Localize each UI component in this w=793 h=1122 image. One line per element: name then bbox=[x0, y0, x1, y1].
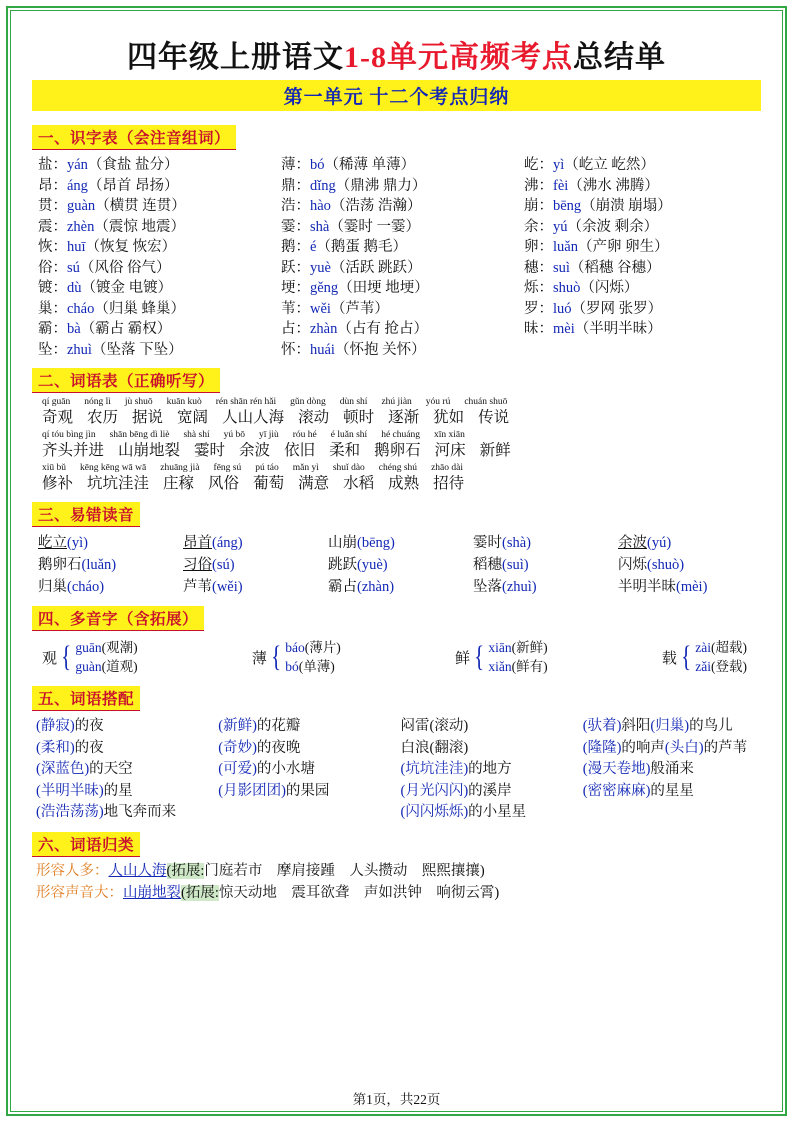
guilei-row bbox=[36, 882, 761, 904]
page-title bbox=[32, 32, 761, 76]
shizibiao-grid bbox=[38, 155, 761, 360]
guilei-row bbox=[36, 860, 761, 882]
duoyinzi-group bbox=[42, 638, 138, 676]
yicuo-entry: 习俗(sú) bbox=[183, 557, 235, 573]
yicuo-entry: 稻穗(suì) bbox=[473, 557, 529, 573]
zi-entry: 浩：hào（浩荡 浩瀚） bbox=[281, 198, 422, 214]
zi-entry: 跃：yuè（活跃 跳跃） bbox=[281, 259, 422, 276]
zi-entry: 霎：shà（霎时 一霎） bbox=[281, 218, 420, 235]
ciyu-row bbox=[36, 463, 761, 494]
zi-entry: 昂：áng（昂首 昂扬） bbox=[38, 177, 179, 194]
duoyinzi-group bbox=[662, 638, 747, 676]
ciyu-pinyin-line: qí guān nóng lì jù shuō kuān kuò rén shān rén hǎi gǔn dòng dùn shí zhú jiàn yóu rú chuán shuō bbox=[42, 397, 508, 407]
zi-entry: 沸：fèi（沸水 沸腾） bbox=[524, 177, 659, 194]
page-footer: 第1页，共22页 bbox=[352, 1092, 441, 1107]
dapei-entry: (可爱)的小水塘 bbox=[218, 761, 315, 777]
guilei-word: 人山人海 bbox=[108, 862, 167, 879]
duoyinzi-reading: xiǎn(鲜有) bbox=[488, 659, 548, 674]
ciyu-row bbox=[36, 397, 761, 428]
guilei-label: 形容声音大： bbox=[36, 884, 123, 901]
duoyinzi-reading: zài(超载) bbox=[695, 640, 747, 655]
zi-entry: 屹：yì（屹立 屹然） bbox=[524, 157, 655, 173]
zi-entry: 罗：luó（罗网 张罗） bbox=[524, 300, 663, 317]
dapei-entry: (浩浩荡荡)地飞奔而来 bbox=[36, 804, 177, 820]
document-content bbox=[18, 16, 775, 1106]
brace-icon: { bbox=[474, 640, 485, 673]
page-subtitle: 第一单元 十二个考点归纳 bbox=[32, 80, 761, 111]
dapei-entry: (新鲜)的花瓣 bbox=[218, 718, 301, 734]
section-header-ciyubiao: 二、词语表（正确听写） bbox=[32, 368, 220, 393]
guilei-tuozhan-list: 惊天动地 震耳欲聋 声如洪钟 响彻云霄) bbox=[218, 884, 500, 901]
guilei-label: 形容人多： bbox=[36, 862, 109, 879]
zi-entry: 卵：luǎn（产卵 卵生） bbox=[524, 239, 669, 255]
duoyinzi-reading: báo(薄片) bbox=[285, 640, 341, 655]
yicuo-entry: 霎时(shà) bbox=[473, 535, 531, 551]
dapei-entry: (密密麻麻)的星星 bbox=[582, 782, 694, 799]
dapei-entry: 白浪(翻滚) bbox=[400, 739, 469, 756]
duoyinzi-reading: xiān(新鲜) bbox=[488, 640, 548, 655]
zi-entry: 占：zhàn（占有 抢占） bbox=[281, 321, 428, 337]
yicuo-entry: 霸占(zhàn) bbox=[328, 579, 395, 595]
ciyu-pinyin-line: qí tóu bìng jìn shān bēng dì liè shà shí yú bō yī jiù róu hé é luǎn shí hé chuáng xīn xiān bbox=[42, 430, 465, 440]
yicuo-entry: 屹立(yì) bbox=[38, 535, 88, 551]
ciyu-row bbox=[36, 430, 761, 461]
dapei-entry: (隆隆)的响声(头白)的芦苇 bbox=[582, 739, 748, 756]
section-header-duoyinzi: 四、多音字（含拓展） bbox=[32, 606, 204, 631]
zi-entry: 埂：gěng（田埂 地埂） bbox=[281, 280, 429, 296]
duoyinzi-char: 薄 bbox=[251, 650, 267, 667]
duoyinzi-group bbox=[455, 638, 548, 676]
zi-entry: 鹅：é（鹅蛋 鹅毛） bbox=[281, 239, 408, 255]
zi-entry: 巢：cháo（归巢 蜂巢） bbox=[38, 300, 185, 317]
zi-entry: 苇：wěi（芦苇） bbox=[281, 300, 389, 317]
dapei-entry bbox=[583, 802, 761, 824]
yicuo-entry: 归巢(cháo) bbox=[38, 579, 105, 595]
zi-entry: 镀：dù（镀金 电镀） bbox=[38, 280, 173, 296]
duoyinzi-group bbox=[252, 638, 341, 676]
guilei-tuozhan-tag: (拓展: bbox=[166, 862, 205, 879]
ciyu-hanzi-line: 修补 坑坑洼洼 庄稼 风俗 葡萄 满意 水稻 成熟 招待 bbox=[42, 475, 465, 492]
duoyinzi-char: 鲜 bbox=[454, 650, 470, 667]
ciyu-pinyin-line: xiū bǔ kēng kēng wā wā zhuāng jià fēng sú pú táo mǎn yì shuǐ dào chéng shú zhāo dài bbox=[42, 463, 463, 473]
dapei-entry: (静寂)的夜 bbox=[36, 718, 104, 734]
dapei-entry: (漫天卷地)般涌来 bbox=[582, 761, 694, 777]
guilei-tuozhan-tag: (拓展: bbox=[181, 884, 219, 901]
dapei-entry: (柔和)的夜 bbox=[36, 739, 104, 756]
zi-entry: 震：zhèn（震惊 地震） bbox=[38, 218, 185, 235]
section-header-shizibiao: 一、识字表（会注音组词） bbox=[32, 125, 236, 150]
zi-entry: 盐：yán（食盐 盐分） bbox=[38, 157, 179, 173]
duoyinzi-reading: bó(单薄) bbox=[285, 659, 335, 674]
section-header-ciyuguilei: 六、词语归类 bbox=[32, 832, 140, 857]
zi-entry: 贯：guàn（横贯 连贯） bbox=[38, 198, 186, 214]
dapei-entry: (坑坑洼洼)的地方 bbox=[400, 761, 512, 777]
guilei-word: 山崩地裂 bbox=[123, 884, 181, 901]
duoyinzi-char: 载 bbox=[661, 650, 677, 667]
zi-entry: 余：yú（余波 剩余） bbox=[524, 218, 659, 235]
dapei-entry: (驮着)斜阳(归巢)的鸟儿 bbox=[582, 718, 733, 734]
yicuo-entry: 余波(yú) bbox=[618, 535, 672, 551]
yicuo-entry: 昂首(áng) bbox=[183, 535, 243, 551]
duoyinzi-reading: guàn(道观) bbox=[75, 659, 138, 674]
dapei-entry: (月影团团)的果园 bbox=[218, 782, 330, 799]
yicuo-entry: 坠落(zhuì) bbox=[473, 579, 537, 595]
zi-entry: 俗：sú（风俗 俗气） bbox=[38, 259, 171, 276]
guilei-tuozhan-list: 门庭若市 摩肩接踵 人头攒动 熙熙攘攘) bbox=[204, 862, 485, 879]
dapei-entry: (奇妙)的夜晚 bbox=[218, 739, 301, 756]
dapei-entry bbox=[218, 802, 396, 824]
dapei-entry: (半明半昧)的星 bbox=[36, 782, 133, 799]
dapei-entry: (闪闪烁烁)的小星星 bbox=[400, 804, 527, 820]
yicuoduyin-grid bbox=[38, 532, 761, 598]
title-part2: 总结单 bbox=[573, 41, 666, 74]
duoyinzi-row bbox=[42, 638, 761, 676]
yicuo-entry: 跳跃(yuè) bbox=[328, 557, 388, 573]
zi-entry bbox=[524, 340, 761, 361]
duoyinzi-reading: zǎi(登载) bbox=[695, 659, 747, 674]
zi-entry: 鼎：dǐng（鼎沸 鼎力） bbox=[281, 177, 427, 194]
dapei-entry: (深蓝色)的天空 bbox=[36, 761, 133, 777]
zi-entry: 坠：zhuì（坠落 下坠） bbox=[38, 341, 183, 358]
yicuo-entry: 芦苇(wěi) bbox=[183, 579, 243, 595]
yicuo-entry: 闪烁(shuò) bbox=[618, 557, 685, 573]
zi-entry: 崩：bēng（崩溃 崩塌） bbox=[524, 198, 672, 214]
ciyu-hanzi-line: 齐头并进 山崩地裂 霎时 余波 依旧 柔和 鹅卵石 河床 新鲜 bbox=[42, 442, 511, 459]
duoyinzi-reading: guān(观潮) bbox=[75, 640, 138, 655]
ciyu-hanzi-line: 奇观 农历 据说 宽阔 人山人海 滚动 顿时 逐渐 犹如 传说 bbox=[42, 409, 510, 426]
zi-entry: 怀：huái（怀抱 关怀） bbox=[281, 341, 426, 358]
dapei-entry: (月光闪闪)的溪岸 bbox=[400, 782, 512, 799]
title-highlight: 1-8单元高频考点 bbox=[344, 41, 573, 74]
zi-entry: 霸：bà（霸占 霸权） bbox=[38, 321, 172, 337]
section-header-ciyudapei: 五、词语搭配 bbox=[32, 686, 140, 711]
brace-icon: { bbox=[271, 640, 282, 673]
zi-entry: 穗：suì（稻穗 谷穗） bbox=[524, 259, 661, 276]
brace-icon: { bbox=[61, 640, 72, 673]
section-header-yicuoduyin: 三、易错读音 bbox=[32, 502, 140, 527]
zi-entry: 薄：bó（稀薄 单薄） bbox=[281, 157, 416, 173]
yicuo-entry: 半明半昧(mèi) bbox=[618, 579, 708, 595]
title-part1: 四年级上册语文 bbox=[127, 41, 344, 74]
duoyinzi-char: 观 bbox=[42, 650, 58, 667]
brace-icon: { bbox=[681, 640, 692, 673]
ciyudapei-grid bbox=[36, 716, 761, 824]
zi-entry: 恢：huī（恢复 恢宏） bbox=[38, 239, 177, 255]
zi-entry: 烁：shuò（闪烁） bbox=[524, 280, 639, 296]
zi-entry: 昧：mèi（半明半昧） bbox=[524, 321, 662, 337]
yicuo-entry: 山崩(bēng) bbox=[328, 535, 395, 551]
yicuo-entry: 鹅卵石(luǎn) bbox=[38, 557, 117, 573]
dapei-entry: 闷雷(滚动) bbox=[400, 718, 469, 734]
